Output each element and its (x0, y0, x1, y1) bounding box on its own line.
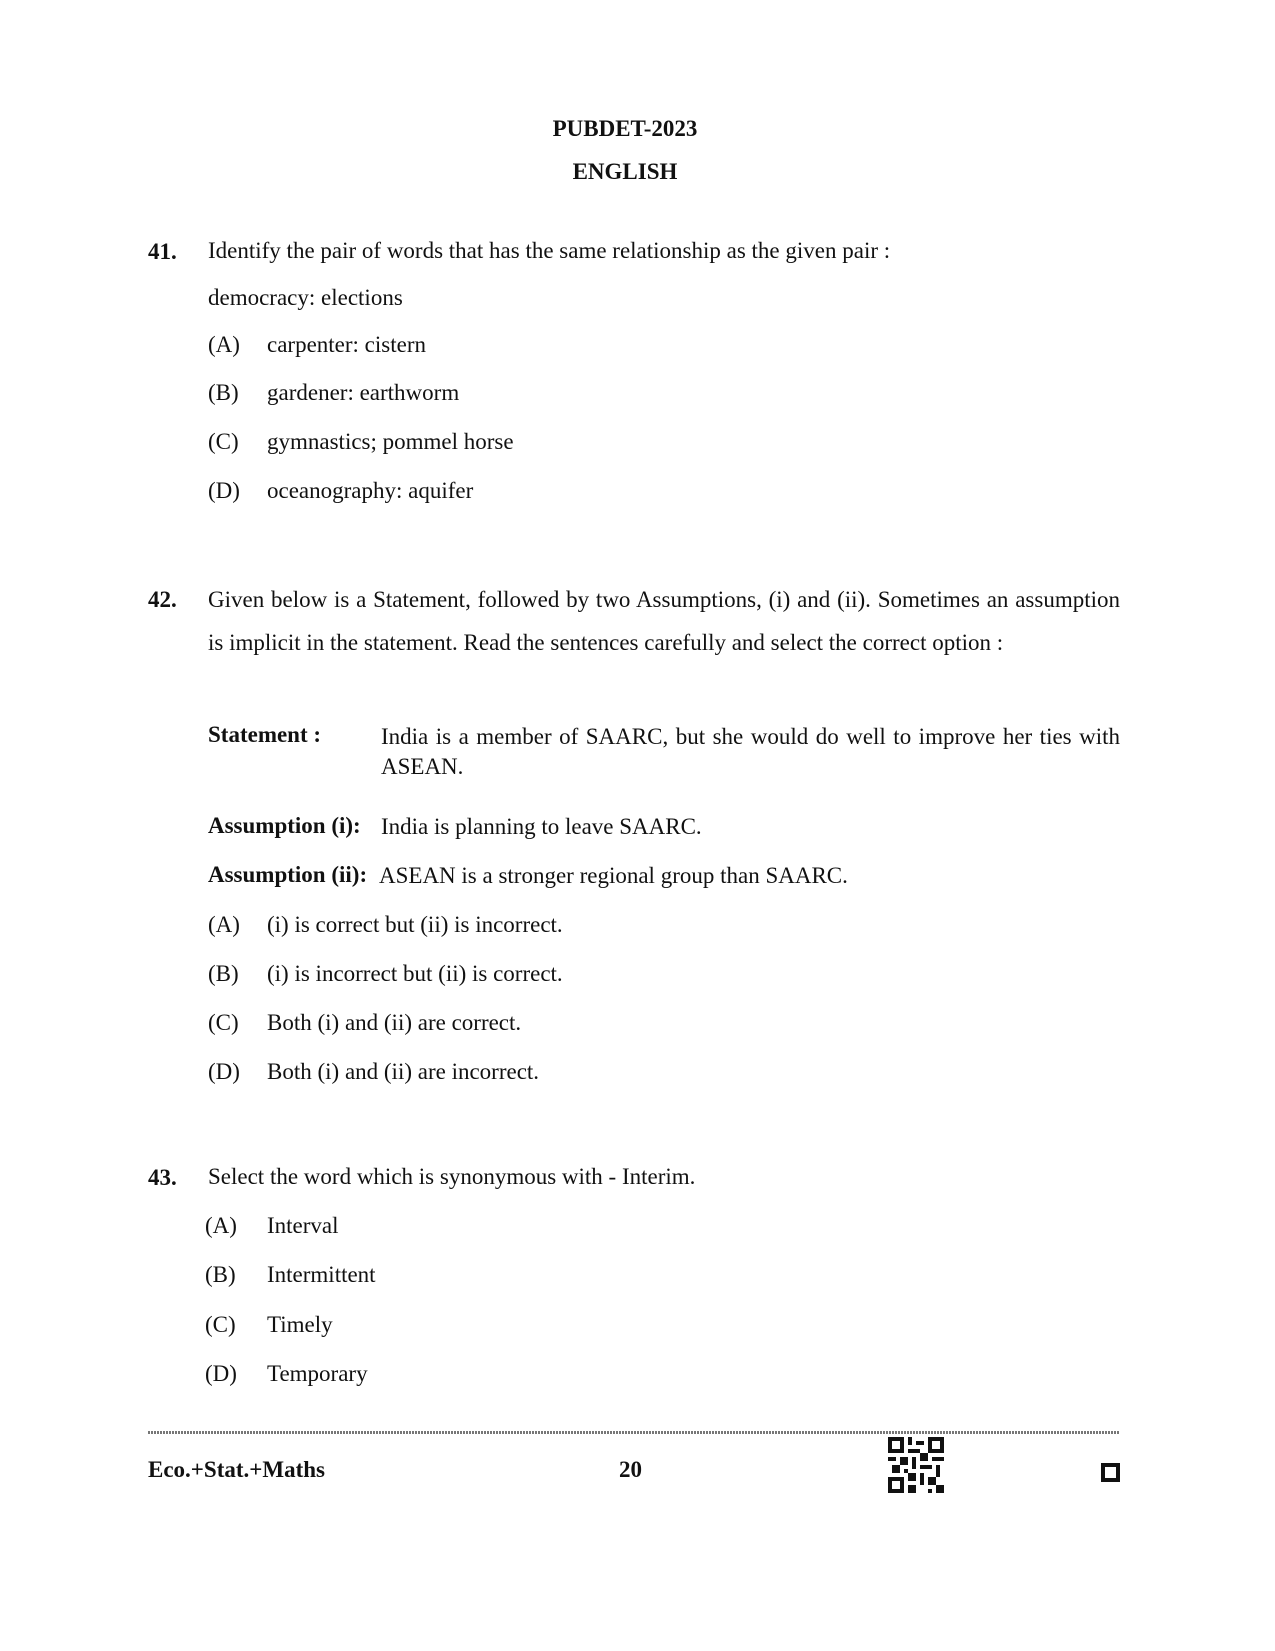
option-label: (C) (205, 1312, 236, 1337)
option-label: (A) (208, 332, 240, 357)
option-label: (B) (205, 1262, 236, 1287)
statement-text: India is a member of SAARC, but she would do well to improve her ties with ASEAN. (381, 724, 1120, 779)
square-marker-icon (1101, 1463, 1120, 1482)
option-text: Temporary (267, 1361, 368, 1386)
option-text: Intermittent (267, 1262, 376, 1287)
option-label: (C) (208, 1010, 239, 1035)
assumption-2-label: Assumption (ii): (208, 862, 368, 887)
question-number: 43. (148, 1165, 177, 1190)
statement-label: Statement : (208, 722, 322, 747)
page-number: 20 (619, 1457, 642, 1482)
option-text: gymnastics; pommel horse (267, 429, 514, 454)
option-label: (D) (208, 1059, 240, 1084)
option-label: (D) (205, 1361, 237, 1386)
qr-code-icon (888, 1437, 944, 1493)
question-number: 41. (148, 239, 177, 264)
option-text: gardener: earthworm (267, 380, 460, 405)
exam-title: PUBDET-2023 (552, 116, 698, 141)
option-text: oceanography: aquifer (267, 478, 474, 503)
option-text: Timely (267, 1312, 333, 1337)
question-text: Select the word which is synonymous with - Interim. (208, 1164, 696, 1189)
option-text: carpenter: cistern (267, 332, 426, 357)
option-text: Both (i) and (ii) are incorrect. (267, 1059, 540, 1084)
assumption-1-label: Assumption (i): (208, 813, 361, 838)
option-text: (i) is incorrect but (ii) is correct. (267, 961, 563, 986)
option-text: Interval (267, 1213, 339, 1238)
option-label: (B) (208, 961, 239, 986)
footer-course: Eco.+Stat.+Maths (148, 1457, 325, 1482)
subject-title: ENGLISH (572, 159, 678, 184)
given-pair: democracy: elections (208, 285, 403, 310)
option-label: (D) (208, 478, 240, 503)
assumption-1-text: India is planning to leave SAARC. (381, 814, 702, 839)
question-text: Given below is a Statement, followed by two Assumptions, (i) and (ii). Sometimes an assumption is implicit in the statement. Read the sentences carefully and select the correct option : (208, 587, 1120, 655)
question-number: 42. (148, 587, 177, 612)
option-label: (A) (205, 1213, 237, 1238)
option-text: Both (i) and (ii) are correct. (267, 1010, 522, 1035)
question-text: Identify the pair of words that has the same relationship as the given pair : (208, 238, 891, 263)
option-label: (A) (208, 912, 240, 937)
option-text: (i) is correct but (ii) is incorrect. (267, 912, 563, 937)
option-label: (C) (208, 429, 239, 454)
assumption-2-text: ASEAN is a stronger regional group than SAARC. (379, 863, 848, 888)
option-label: (B) (208, 380, 239, 405)
confidential-microtext-line (148, 1431, 1120, 1434)
